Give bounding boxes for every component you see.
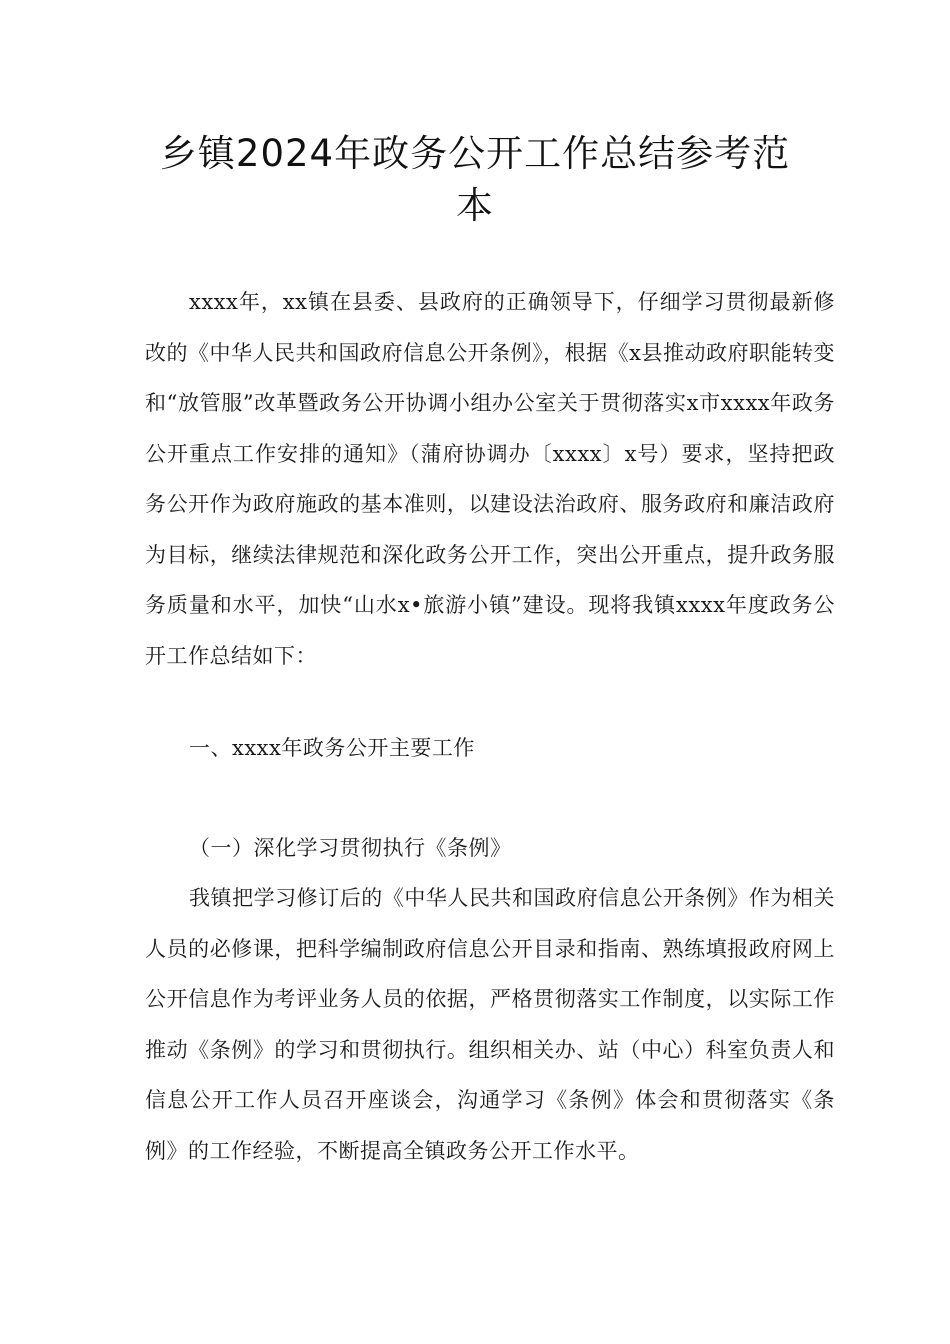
title-line-1: 乡镇2024年政务公开工作总结参考范 — [159, 132, 791, 175]
document-title — [140, 128, 810, 232]
intro-paragraph: xxxx年，xx镇在县委、县政府的正确领导下，仔细学习贯彻最新修改的《中华人民共和国政府信息公开条例》，根据《x县推动政府职能转变和“放管服”改革暨政务公开协调小组办公室关于贯彻落实x市xxxx年政务公开重点工作安排的通知》（蒲府协调办〔xxxx〕x号）要求，坚持把政务公开作为政府施政的基本准则，以建设法治政府、服务政府和廉洁政府为目标，继续法律规范和深化政务公开工作，突出公开重点，提升政务服务质量和水平，加快“山水x•旅游小镇”建设。现将我镇xxxx年度政务公开工作总结如下： — [145, 290, 835, 668]
title-line-2: 本 — [456, 184, 494, 227]
subsection-heading: （一）深化学习贯彻执行《条例》 — [189, 836, 512, 860]
body-paragraph: 我镇把学习修订后的《中华人民共和国政府信息公开条例》作为相关人员的必修课，把科学编制政府信息公开目录和指南、熟练填报政府网上公开信息作为考评业务人员的依据，严格贯彻落实工作制度，以实际工作推动《条例》的学习和贯彻执行。组织相关办、站（中心）科室负责人和信息公开工作人员召开座谈会，沟通学习《条例》体会和贯彻落实《条例》的工作经验，不断提高全镇政务公开工作水平。 — [145, 886, 835, 1163]
section-heading: 一、xxxx年政务公开主要工作 — [189, 736, 475, 760]
